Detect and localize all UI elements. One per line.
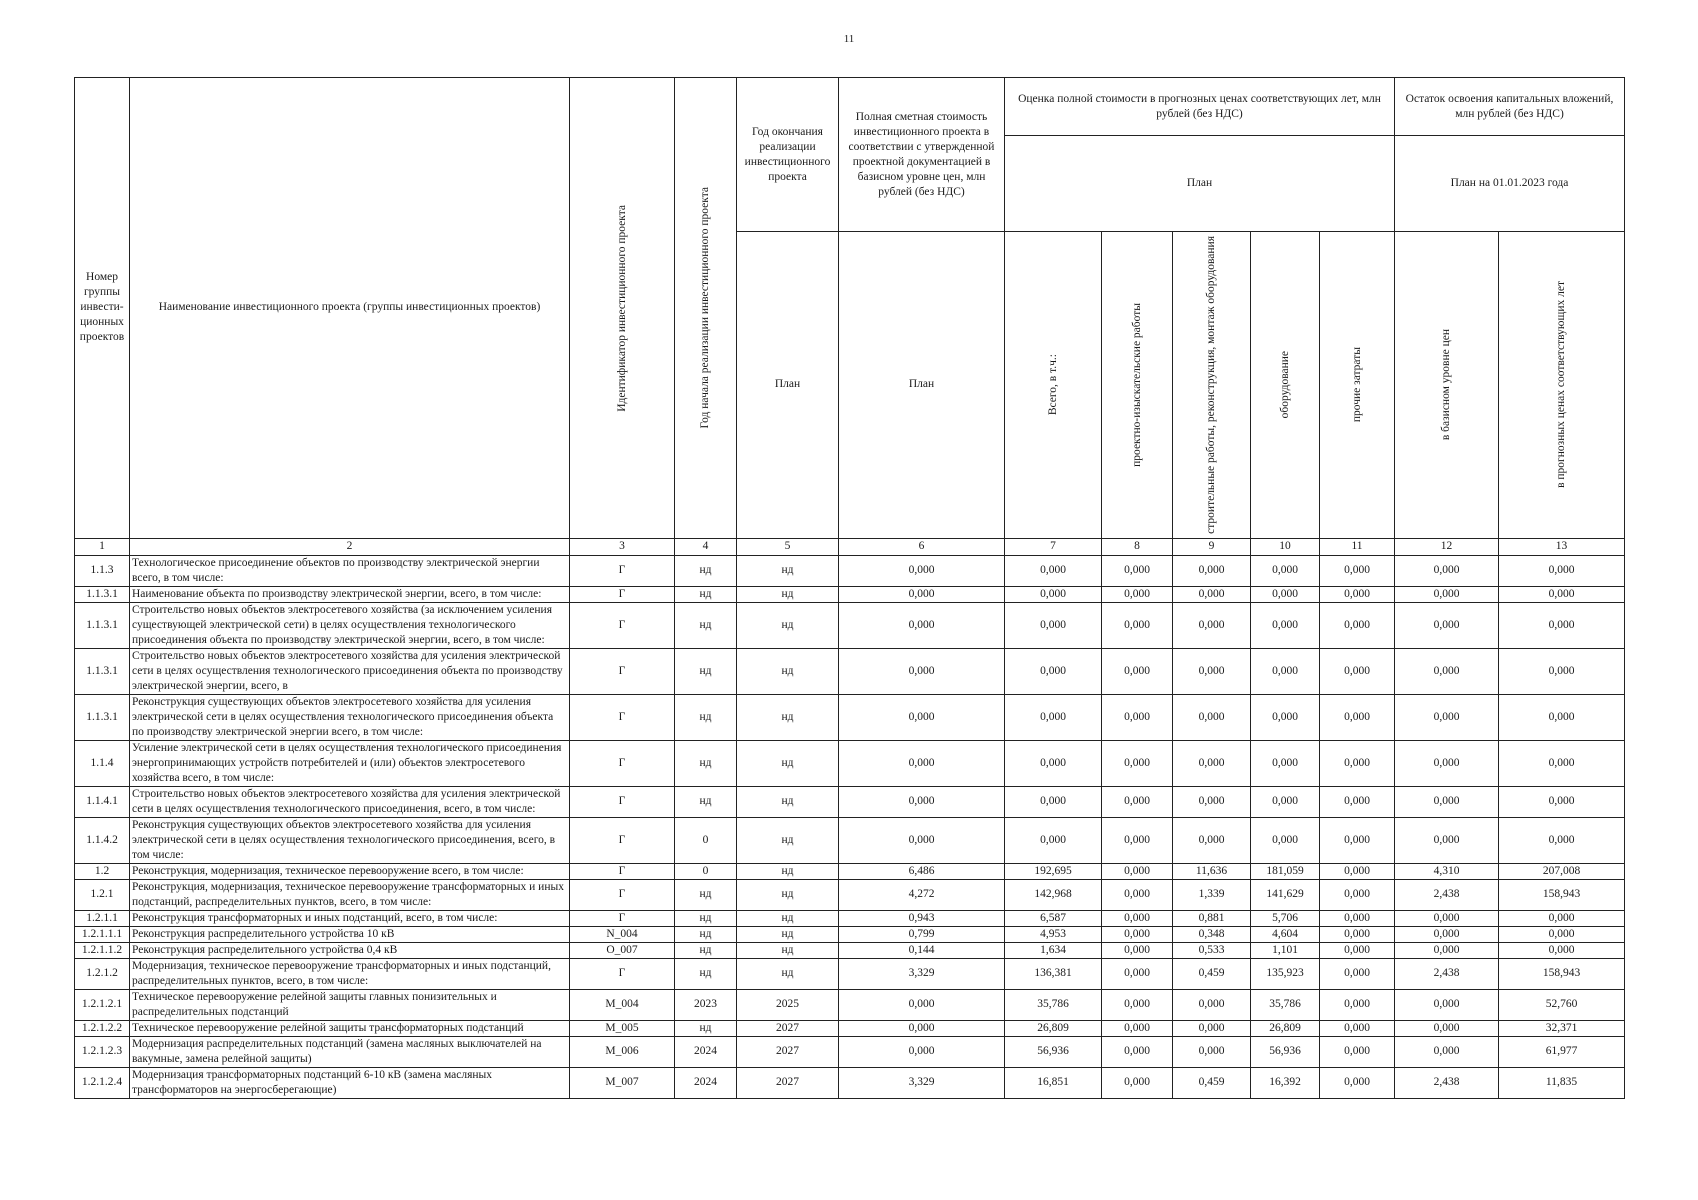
table-row bbox=[75, 694, 1625, 740]
row-total: 0,000 bbox=[1005, 586, 1102, 602]
row-construction: 0,348 bbox=[1173, 926, 1251, 942]
row-forecast-prices: 0,000 bbox=[1499, 740, 1625, 786]
row-base-prices: 0,000 bbox=[1395, 1036, 1499, 1067]
row-forecast-prices: 0,000 bbox=[1499, 694, 1625, 740]
row-project-name: Техническое перевооружение релейной защиты главных понизительных и распределительных подстанций bbox=[130, 989, 570, 1020]
row-end-year: нд bbox=[737, 863, 839, 879]
row-other: 0,000 bbox=[1320, 586, 1395, 602]
table-row bbox=[75, 817, 1625, 863]
column-number: 2 bbox=[130, 538, 570, 555]
page-number: 11 bbox=[843, 33, 855, 45]
header-forecast-group: Оценка полной стоимости в прогнозных ценах соответствующих лет, млн рублей (без НДС) bbox=[1005, 78, 1395, 136]
row-number: 1.1.3.1 bbox=[75, 648, 130, 694]
row-design: 0,000 bbox=[1102, 586, 1173, 602]
row-base-prices: 2,438 bbox=[1395, 1067, 1499, 1098]
row-project-name: Реконструкция распределительного устройства 0,4 кВ bbox=[130, 942, 570, 958]
row-estimated-cost: 0,000 bbox=[839, 1020, 1005, 1036]
row-total: 16,851 bbox=[1005, 1067, 1102, 1098]
row-project-name: Реконструкция распределительного устройства 10 кВ bbox=[130, 926, 570, 942]
row-project-name: Модернизация трансформаторных подстанций 6-10 кВ (замена масляных трансформаторов на энергосберегающие) bbox=[130, 1067, 570, 1098]
row-forecast-prices: 0,000 bbox=[1499, 786, 1625, 817]
row-end-year: нд bbox=[737, 694, 839, 740]
row-project-id: Г bbox=[570, 694, 675, 740]
row-construction: 0,000 bbox=[1173, 740, 1251, 786]
column-number: 12 bbox=[1395, 538, 1499, 555]
row-number: 1.1.3.1 bbox=[75, 694, 130, 740]
row-project-id: N_004 bbox=[570, 926, 675, 942]
row-start-year: 0 bbox=[675, 817, 737, 863]
table-row bbox=[75, 586, 1625, 602]
row-start-year: нд bbox=[675, 926, 737, 942]
row-construction: 0,459 bbox=[1173, 1067, 1251, 1098]
row-design: 0,000 bbox=[1102, 555, 1173, 586]
row-estimated-cost: 0,000 bbox=[839, 817, 1005, 863]
row-design: 0,000 bbox=[1102, 1020, 1173, 1036]
row-other: 0,000 bbox=[1320, 989, 1395, 1020]
row-end-year: нд bbox=[737, 817, 839, 863]
row-forecast-prices: 0,000 bbox=[1499, 926, 1625, 942]
row-number: 1.1.3.1 bbox=[75, 602, 130, 648]
row-design: 0,000 bbox=[1102, 926, 1173, 942]
row-estimated-cost: 0,000 bbox=[839, 648, 1005, 694]
row-start-year: нд bbox=[675, 648, 737, 694]
row-end-year: 2027 bbox=[737, 1020, 839, 1036]
row-project-name: Технологическое присоединение объектов по производству электрической энергии всего, в том числе: bbox=[130, 555, 570, 586]
row-number: 1.1.3.1 bbox=[75, 586, 130, 602]
row-equipment: 141,629 bbox=[1251, 879, 1320, 910]
row-total: 56,936 bbox=[1005, 1036, 1102, 1067]
table-row bbox=[75, 1036, 1625, 1067]
row-total: 192,695 bbox=[1005, 863, 1102, 879]
row-end-year: нд bbox=[737, 602, 839, 648]
row-construction: 0,000 bbox=[1173, 1020, 1251, 1036]
row-construction: 0,000 bbox=[1173, 586, 1251, 602]
table-row bbox=[75, 786, 1625, 817]
row-end-year: 2025 bbox=[737, 989, 839, 1020]
row-estimated-cost: 3,329 bbox=[839, 958, 1005, 989]
row-project-id: O_007 bbox=[570, 942, 675, 958]
row-equipment: 0,000 bbox=[1251, 648, 1320, 694]
row-equipment: 56,936 bbox=[1251, 1036, 1320, 1067]
row-base-prices: 0,000 bbox=[1395, 586, 1499, 602]
row-equipment: 0,000 bbox=[1251, 555, 1320, 586]
row-project-name: Реконструкция существующих объектов электросетевого хозяйства для усиления электрической сети в целях осуществления технологического присоединения, всего, в том числе: bbox=[130, 817, 570, 863]
row-start-year: нд bbox=[675, 586, 737, 602]
row-design: 0,000 bbox=[1102, 786, 1173, 817]
row-estimated-cost: 0,000 bbox=[839, 1036, 1005, 1067]
row-construction: 0,000 bbox=[1173, 1036, 1251, 1067]
column-number: 3 bbox=[570, 538, 675, 555]
row-end-year: нд bbox=[737, 648, 839, 694]
row-construction: 0,000 bbox=[1173, 694, 1251, 740]
row-design: 0,000 bbox=[1102, 740, 1173, 786]
header-construction-works: строительные работы, реконструкция, монтаж оборудования bbox=[1173, 232, 1251, 539]
row-number: 1.1.4 bbox=[75, 740, 130, 786]
table-row bbox=[75, 555, 1625, 586]
table-header bbox=[75, 78, 1625, 556]
row-base-prices: 0,000 bbox=[1395, 817, 1499, 863]
row-end-year: нд bbox=[737, 786, 839, 817]
column-number: 1 bbox=[75, 538, 130, 555]
row-total: 0,000 bbox=[1005, 602, 1102, 648]
header-start-year: Год начала реализации инвестиционного проекта bbox=[675, 78, 737, 539]
row-total: 0,000 bbox=[1005, 740, 1102, 786]
row-number: 1.2.1 bbox=[75, 879, 130, 910]
row-project-id: M_007 bbox=[570, 1067, 675, 1098]
row-number: 1.2.1.2.3 bbox=[75, 1036, 130, 1067]
row-design: 0,000 bbox=[1102, 958, 1173, 989]
header-equipment: оборудование bbox=[1251, 232, 1320, 539]
row-total: 142,968 bbox=[1005, 879, 1102, 910]
row-number: 1.2.1.2.1 bbox=[75, 989, 130, 1020]
row-start-year: нд bbox=[675, 786, 737, 817]
header-project-name: Наименование инвестиционного проекта (группы инвестиционных проектов) bbox=[130, 78, 570, 539]
row-start-year: 2023 bbox=[675, 989, 737, 1020]
row-equipment: 181,059 bbox=[1251, 863, 1320, 879]
row-equipment: 26,809 bbox=[1251, 1020, 1320, 1036]
row-end-year: 2027 bbox=[737, 1067, 839, 1098]
row-other: 0,000 bbox=[1320, 602, 1395, 648]
row-end-year: нд bbox=[737, 910, 839, 926]
row-design: 0,000 bbox=[1102, 989, 1173, 1020]
row-construction: 0,000 bbox=[1173, 555, 1251, 586]
row-other: 0,000 bbox=[1320, 958, 1395, 989]
row-design: 0,000 bbox=[1102, 1067, 1173, 1098]
row-forecast-prices: 11,835 bbox=[1499, 1067, 1625, 1098]
header-remaining-group: Остаток освоения капитальных вложений, млн рублей (без НДС) bbox=[1395, 78, 1625, 136]
row-start-year: 0 bbox=[675, 863, 737, 879]
row-design: 0,000 bbox=[1102, 694, 1173, 740]
table-row bbox=[75, 602, 1625, 648]
row-end-year: нд bbox=[737, 926, 839, 942]
table-row bbox=[75, 958, 1625, 989]
row-forecast-prices: 158,943 bbox=[1499, 958, 1625, 989]
row-construction: 0,000 bbox=[1173, 989, 1251, 1020]
column-number: 6 bbox=[839, 538, 1005, 555]
row-project-id: M_005 bbox=[570, 1020, 675, 1036]
row-estimated-cost: 0,000 bbox=[839, 555, 1005, 586]
row-total: 0,000 bbox=[1005, 786, 1102, 817]
table-row bbox=[75, 879, 1625, 910]
row-other: 0,000 bbox=[1320, 740, 1395, 786]
row-equipment: 135,923 bbox=[1251, 958, 1320, 989]
row-number: 1.1.3 bbox=[75, 555, 130, 586]
row-total: 0,000 bbox=[1005, 648, 1102, 694]
row-equipment: 0,000 bbox=[1251, 602, 1320, 648]
table-row bbox=[75, 926, 1625, 942]
row-start-year: 2024 bbox=[675, 1036, 737, 1067]
row-project-id: Г bbox=[570, 817, 675, 863]
row-total: 0,000 bbox=[1005, 817, 1102, 863]
row-number: 1.2.1.2.4 bbox=[75, 1067, 130, 1098]
column-number: 7 bbox=[1005, 538, 1102, 555]
row-equipment: 16,392 bbox=[1251, 1067, 1320, 1098]
row-forecast-prices: 0,000 bbox=[1499, 648, 1625, 694]
row-base-prices: 0,000 bbox=[1395, 602, 1499, 648]
row-forecast-prices: 207,008 bbox=[1499, 863, 1625, 879]
header-estimated-cost: Полная сметная стоимость инвестиционного проекта в соответствии с утвержденной проектной документацией в базисном уровне цен, млн рублей (без НДС) bbox=[839, 78, 1005, 232]
row-start-year: нд bbox=[675, 942, 737, 958]
row-other: 0,000 bbox=[1320, 863, 1395, 879]
row-base-prices: 2,438 bbox=[1395, 958, 1499, 989]
row-end-year: нд bbox=[737, 740, 839, 786]
row-project-name: Наименование объекта по производству электрической энергии, всего, в том числе: bbox=[130, 586, 570, 602]
row-project-name: Модернизация, техническое перевооружение трансформаторных и иных подстанций, распределительных пунктов, всего, в том числе: bbox=[130, 958, 570, 989]
row-other: 0,000 bbox=[1320, 1020, 1395, 1036]
row-other: 0,000 bbox=[1320, 1036, 1395, 1067]
row-project-id: Г bbox=[570, 586, 675, 602]
row-design: 0,000 bbox=[1102, 1036, 1173, 1067]
row-base-prices: 0,000 bbox=[1395, 989, 1499, 1020]
row-estimated-cost: 0,000 bbox=[839, 786, 1005, 817]
row-construction: 0,000 bbox=[1173, 817, 1251, 863]
header-forecast-prices: в прогнозных ценах соответствующих лет bbox=[1499, 232, 1625, 539]
table-row bbox=[75, 648, 1625, 694]
row-forecast-prices: 0,000 bbox=[1499, 910, 1625, 926]
investment-table bbox=[74, 77, 1625, 1099]
row-design: 0,000 bbox=[1102, 863, 1173, 879]
row-forecast-prices: 52,760 bbox=[1499, 989, 1625, 1020]
row-project-name: Реконструкция, модернизация, техническое перевооружение трансформаторных и иных подстанций, распределительных пунктов, всего, в том числе: bbox=[130, 879, 570, 910]
header-forecast-plan: План bbox=[1005, 136, 1395, 232]
row-project-id: Г bbox=[570, 958, 675, 989]
row-equipment: 35,786 bbox=[1251, 989, 1320, 1020]
row-project-id: Г bbox=[570, 602, 675, 648]
header-other-costs: прочие затраты bbox=[1320, 232, 1395, 539]
row-base-prices: 0,000 bbox=[1395, 648, 1499, 694]
row-total: 35,786 bbox=[1005, 989, 1102, 1020]
row-number: 1.1.4.2 bbox=[75, 817, 130, 863]
row-project-name: Модернизация распределительных подстанций (замена масляных выключателей на вакумные, замена релейной защиты) bbox=[130, 1036, 570, 1067]
row-number: 1.2.1.1.2 bbox=[75, 942, 130, 958]
row-estimated-cost: 3,329 bbox=[839, 1067, 1005, 1098]
row-equipment: 0,000 bbox=[1251, 694, 1320, 740]
table-row bbox=[75, 910, 1625, 926]
row-start-year: нд bbox=[675, 910, 737, 926]
row-project-id: Г bbox=[570, 648, 675, 694]
row-design: 0,000 bbox=[1102, 602, 1173, 648]
row-total: 0,000 bbox=[1005, 694, 1102, 740]
row-forecast-prices: 32,371 bbox=[1499, 1020, 1625, 1036]
row-construction: 0,000 bbox=[1173, 786, 1251, 817]
row-end-year: нд bbox=[737, 942, 839, 958]
table-body bbox=[75, 555, 1625, 1098]
table-row bbox=[75, 989, 1625, 1020]
row-forecast-prices: 0,000 bbox=[1499, 942, 1625, 958]
row-design: 0,000 bbox=[1102, 817, 1173, 863]
row-number: 1.1.4.1 bbox=[75, 786, 130, 817]
column-number: 8 bbox=[1102, 538, 1173, 555]
column-number: 9 bbox=[1173, 538, 1251, 555]
table-row bbox=[75, 1067, 1625, 1098]
row-equipment: 0,000 bbox=[1251, 740, 1320, 786]
row-number: 1.2.1.1.1 bbox=[75, 926, 130, 942]
row-start-year: нд bbox=[675, 958, 737, 989]
row-total: 26,809 bbox=[1005, 1020, 1102, 1036]
row-project-id: Г bbox=[570, 786, 675, 817]
row-project-name: Реконструкция существующих объектов электросетевого хозяйства для усиления электрической сети в целях осуществления технологического присоединения объекта по производству электрической энергии всего, в том числе: bbox=[130, 694, 570, 740]
row-project-id: M_004 bbox=[570, 989, 675, 1020]
column-number-row bbox=[75, 538, 1625, 555]
row-end-year: нд bbox=[737, 879, 839, 910]
row-design: 0,000 bbox=[1102, 879, 1173, 910]
row-other: 0,000 bbox=[1320, 942, 1395, 958]
row-base-prices: 0,000 bbox=[1395, 740, 1499, 786]
row-base-prices: 2,438 bbox=[1395, 879, 1499, 910]
row-construction: 0,459 bbox=[1173, 958, 1251, 989]
row-start-year: нд bbox=[675, 602, 737, 648]
row-other: 0,000 bbox=[1320, 1067, 1395, 1098]
row-estimated-cost: 0,144 bbox=[839, 942, 1005, 958]
row-number: 1.2.1.1 bbox=[75, 910, 130, 926]
row-project-name: Строительство новых объектов электросетевого хозяйства (за исключением усиления существующей электрической сети) в целях осуществления технологического присоединения объекта по производству электрической энергии, всего, в том числе: bbox=[130, 602, 570, 648]
header-end-year: Год окончания реализации инвестиционного проекта bbox=[737, 78, 839, 232]
row-project-id: Г bbox=[570, 910, 675, 926]
row-total: 1,634 bbox=[1005, 942, 1102, 958]
row-equipment: 4,604 bbox=[1251, 926, 1320, 942]
row-estimated-cost: 6,486 bbox=[839, 863, 1005, 879]
row-start-year: нд bbox=[675, 1020, 737, 1036]
table-row bbox=[75, 863, 1625, 879]
row-other: 0,000 bbox=[1320, 694, 1395, 740]
row-other: 0,000 bbox=[1320, 786, 1395, 817]
row-estimated-cost: 0,943 bbox=[839, 910, 1005, 926]
column-number: 4 bbox=[675, 538, 737, 555]
row-base-prices: 0,000 bbox=[1395, 910, 1499, 926]
row-forecast-prices: 0,000 bbox=[1499, 555, 1625, 586]
row-other: 0,000 bbox=[1320, 910, 1395, 926]
row-forecast-prices: 0,000 bbox=[1499, 817, 1625, 863]
row-equipment: 1,101 bbox=[1251, 942, 1320, 958]
row-start-year: 2024 bbox=[675, 1067, 737, 1098]
header-cost-plan: План bbox=[839, 232, 1005, 539]
row-project-id: Г bbox=[570, 555, 675, 586]
row-project-name: Строительство новых объектов электросетевого хозяйства для усиления электрической сети в целях осуществления технологического присоединения, всего, в том числе: bbox=[130, 786, 570, 817]
column-number: 13 bbox=[1499, 538, 1625, 555]
row-equipment: 0,000 bbox=[1251, 586, 1320, 602]
row-forecast-prices: 61,977 bbox=[1499, 1036, 1625, 1067]
row-project-id: Г bbox=[570, 740, 675, 786]
row-total: 6,587 bbox=[1005, 910, 1102, 926]
row-construction: 0,000 bbox=[1173, 602, 1251, 648]
row-equipment: 5,706 bbox=[1251, 910, 1320, 926]
row-total: 0,000 bbox=[1005, 555, 1102, 586]
header-base-prices: в базисном уровне цен bbox=[1395, 232, 1499, 539]
column-number: 10 bbox=[1251, 538, 1320, 555]
row-project-id: Г bbox=[570, 879, 675, 910]
row-other: 0,000 bbox=[1320, 817, 1395, 863]
row-start-year: нд bbox=[675, 740, 737, 786]
row-number: 1.2 bbox=[75, 863, 130, 879]
row-estimated-cost: 4,272 bbox=[839, 879, 1005, 910]
header-end-year-plan: План bbox=[737, 232, 839, 539]
row-estimated-cost: 0,000 bbox=[839, 602, 1005, 648]
row-other: 0,000 bbox=[1320, 879, 1395, 910]
column-number: 11 bbox=[1320, 538, 1395, 555]
row-estimated-cost: 0,000 bbox=[839, 586, 1005, 602]
row-forecast-prices: 0,000 bbox=[1499, 586, 1625, 602]
row-estimated-cost: 0,000 bbox=[839, 740, 1005, 786]
row-construction: 0,881 bbox=[1173, 910, 1251, 926]
column-number: 5 bbox=[737, 538, 839, 555]
row-design: 0,000 bbox=[1102, 942, 1173, 958]
table-row bbox=[75, 740, 1625, 786]
row-start-year: нд bbox=[675, 555, 737, 586]
header-design-works: проектно-изыскательские работы bbox=[1102, 232, 1173, 539]
row-end-year: нд bbox=[737, 958, 839, 989]
row-base-prices: 0,000 bbox=[1395, 942, 1499, 958]
header-group-number: Номер группы инвести-ционных проектов bbox=[75, 78, 130, 539]
row-number: 1.2.1.2 bbox=[75, 958, 130, 989]
row-project-id: Г bbox=[570, 863, 675, 879]
row-base-prices: 0,000 bbox=[1395, 926, 1499, 942]
row-construction: 1,339 bbox=[1173, 879, 1251, 910]
row-forecast-prices: 158,943 bbox=[1499, 879, 1625, 910]
row-base-prices: 0,000 bbox=[1395, 1020, 1499, 1036]
row-other: 0,000 bbox=[1320, 926, 1395, 942]
row-project-id: M_006 bbox=[570, 1036, 675, 1067]
row-end-year: 2027 bbox=[737, 1036, 839, 1067]
row-design: 0,000 bbox=[1102, 648, 1173, 694]
row-end-year: нд bbox=[737, 555, 839, 586]
row-number: 1.2.1.2.2 bbox=[75, 1020, 130, 1036]
row-design: 0,000 bbox=[1102, 910, 1173, 926]
table-row bbox=[75, 1020, 1625, 1036]
row-start-year: нд bbox=[675, 694, 737, 740]
row-end-year: нд bbox=[737, 586, 839, 602]
row-construction: 11,636 bbox=[1173, 863, 1251, 879]
row-construction: 0,533 bbox=[1173, 942, 1251, 958]
row-construction: 0,000 bbox=[1173, 648, 1251, 694]
row-project-name: Строительство новых объектов электросетевого хозяйства для усиления электрической сети в целях осуществления технологического присоединения объекта по производству электрической энергии, всего, в bbox=[130, 648, 570, 694]
row-forecast-prices: 0,000 bbox=[1499, 602, 1625, 648]
row-estimated-cost: 0,000 bbox=[839, 694, 1005, 740]
row-equipment: 0,000 bbox=[1251, 817, 1320, 863]
row-start-year: нд bbox=[675, 879, 737, 910]
row-base-prices: 0,000 bbox=[1395, 555, 1499, 586]
row-project-name: Техническое перевооружение релейной защиты трансформаторных подстанций bbox=[130, 1020, 570, 1036]
row-total: 136,381 bbox=[1005, 958, 1102, 989]
row-project-name: Усиление электрической сети в целях осуществления технологического присоединения энергопринимающих устройств потребителей и (или) объектов электросетевого хозяйства всего, в том числе: bbox=[130, 740, 570, 786]
row-base-prices: 0,000 bbox=[1395, 694, 1499, 740]
row-equipment: 0,000 bbox=[1251, 786, 1320, 817]
header-project-id: Идентификатор инвестиционного проекта bbox=[570, 78, 675, 539]
row-estimated-cost: 0,000 bbox=[839, 989, 1005, 1020]
row-project-name: Реконструкция трансформаторных и иных подстанций, всего, в том числе: bbox=[130, 910, 570, 926]
row-base-prices: 4,310 bbox=[1395, 863, 1499, 879]
row-total: 4,953 bbox=[1005, 926, 1102, 942]
header-total: Всего, в т.ч.: bbox=[1005, 232, 1102, 539]
row-base-prices: 0,000 bbox=[1395, 786, 1499, 817]
table-row bbox=[75, 942, 1625, 958]
header-remaining-plan: План на 01.01.2023 года bbox=[1395, 136, 1625, 232]
row-other: 0,000 bbox=[1320, 555, 1395, 586]
row-estimated-cost: 0,799 bbox=[839, 926, 1005, 942]
row-other: 0,000 bbox=[1320, 648, 1395, 694]
row-project-name: Реконструкция, модернизация, техническое перевооружение всего, в том числе: bbox=[130, 863, 570, 879]
